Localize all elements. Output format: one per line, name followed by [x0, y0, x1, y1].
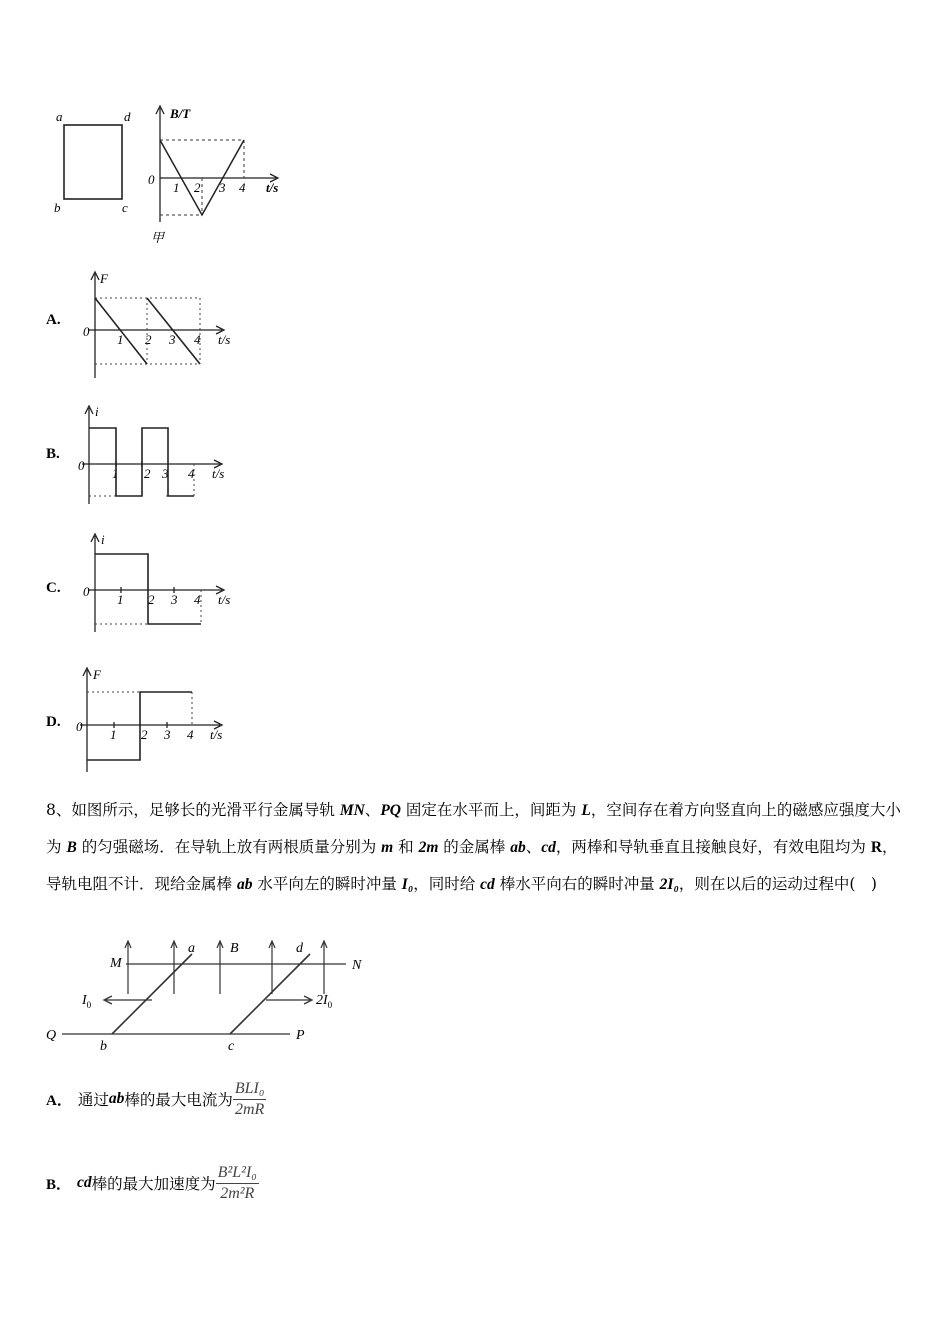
answer-a-fraction: [233, 1079, 267, 1120]
answer-b-var: cd: [77, 1174, 92, 1191]
option-d-tick-4: 4: [187, 727, 194, 742]
option-a-origin: 0: [83, 324, 90, 339]
q8-var-2m: 2m: [418, 839, 439, 856]
jia-x-label: t/s: [266, 180, 279, 195]
answer-a-numerator: BLI₀: [233, 1079, 267, 1100]
rail-figure: [44, 936, 374, 1056]
option-b-tick-3: 3: [162, 466, 169, 481]
rod-ab: [112, 954, 192, 1034]
option-b-origin: 0: [78, 458, 85, 473]
label-d: d: [296, 941, 303, 956]
q8-text-7: 的金属棒: [438, 838, 511, 856]
label-impulse-left: $I_0$: [82, 993, 92, 1010]
q8-var-2i0: 2I₀: [659, 876, 679, 893]
answer-a: [46, 1076, 266, 1122]
q8-text-12: ，同时给: [413, 875, 481, 893]
option-c-origin: 0: [83, 584, 90, 599]
answer-b-label: B．: [46, 1176, 72, 1193]
q8-var-pq: PQ: [380, 802, 401, 819]
option-d-origin: 0: [76, 719, 83, 734]
jia-y-label: B/T: [170, 106, 191, 121]
label-p: P: [296, 1028, 305, 1043]
q8-var-l: L: [581, 802, 591, 819]
question-8-text: [46, 792, 908, 903]
q8-text-2: 、: [364, 801, 381, 819]
coil-loop: [64, 125, 122, 199]
q8-text-9: ，两棒和导轨垂直且接触良好，有效电阻均为: [555, 838, 871, 856]
answer-b-fraction: [216, 1163, 259, 1204]
q8-text-6: 和: [393, 838, 419, 856]
question-number: 8、: [46, 801, 72, 819]
q8-var-i0: I₀: [401, 876, 414, 893]
option-a-label: A.: [46, 312, 61, 328]
label-impulse-right: $2I_0$: [316, 993, 333, 1010]
option-c-current-wave: [95, 554, 201, 624]
option-b-x-label: t/s: [212, 466, 225, 481]
q8-text-5: 的匀强磁场．在导轨上放有两根质量分别为: [76, 838, 382, 856]
q8-var-r: R: [870, 839, 883, 856]
label-b: b: [100, 1039, 107, 1054]
jia-tick-4: 4: [239, 180, 246, 195]
option-c-tick-1: 1: [117, 592, 124, 607]
option-d-tick-1: 1: [110, 727, 117, 742]
answer-a-label: A．: [46, 1092, 72, 1109]
answer-b-denominator: 2m²R: [220, 1184, 255, 1202]
option-d-label: D.: [46, 714, 61, 730]
answer-a-denominator: 2mR: [234, 1100, 265, 1118]
answer-b: [46, 1160, 259, 1206]
corner-a: a: [56, 109, 63, 124]
option-a-line-1: [95, 298, 147, 364]
option-a-line-2: [147, 298, 200, 364]
q8-text-14: ，则在以后的运动过程中( ): [678, 875, 877, 893]
option-d-tick-3: 3: [164, 727, 171, 742]
option-c-label: C.: [46, 580, 61, 596]
jia-tick-1: 1: [173, 180, 180, 195]
label-a: a: [188, 941, 195, 956]
corner-c: c: [122, 200, 128, 215]
option-b-y-label: i: [95, 404, 99, 419]
corner-d: d: [124, 109, 131, 124]
q8-var-ab-2: ab: [236, 876, 253, 893]
option-a-tick-3: 3: [169, 332, 176, 347]
option-a-graph: [70, 268, 250, 384]
q8-text-4: ，空间存在着方向竖直向上的磁感应强度大小为: [46, 801, 901, 856]
option-a-tick-2: 2: [145, 332, 152, 347]
option-c-x-label: t/s: [218, 592, 231, 607]
rod-cd: [230, 954, 310, 1034]
option-d-x-label: t/s: [210, 727, 223, 742]
option-d-y-label: F: [93, 667, 101, 682]
jia-origin: 0: [148, 172, 155, 187]
option-c-tick-2: 2: [148, 592, 155, 607]
option-a-x-label: t/s: [218, 332, 231, 347]
answer-a-pre: 通过: [77, 1091, 109, 1109]
label-n: N: [352, 958, 362, 973]
q8-var-cd-2: cd: [480, 876, 495, 893]
q8-text-3: 固定在水平而上，间距为: [400, 801, 582, 819]
option-a-y-label: F: [100, 271, 108, 286]
figure-jia: [40, 100, 300, 250]
q8-var-mn: MN: [339, 802, 365, 819]
option-d-tick-2: 2: [141, 727, 148, 742]
option-b-tick-2: 2: [144, 466, 151, 481]
option-a-tick-1: 1: [117, 332, 124, 347]
option-a-tick-4: 4: [194, 332, 201, 347]
answer-a-post: 棒的最大电流为: [124, 1091, 233, 1109]
corner-b: b: [54, 200, 61, 215]
option-d-force-wave: [87, 692, 192, 760]
option-b-tick-1: 1: [112, 466, 119, 481]
q8-text-8: 、: [525, 838, 542, 856]
option-d-graph: [70, 664, 250, 776]
answer-b-post: 棒的最大加速度为: [91, 1175, 216, 1193]
q8-var-b: B: [66, 839, 77, 856]
option-b-tick-4: 4: [188, 466, 195, 481]
label-q: Q: [46, 1028, 57, 1043]
label-field-b: B: [230, 941, 239, 956]
q8-var-m: m: [381, 839, 394, 856]
option-b-label: B.: [46, 446, 60, 462]
q8-var-ab: ab: [510, 839, 526, 856]
option-c-tick-3: 3: [171, 592, 178, 607]
option-b-graph: [70, 402, 250, 510]
label-m: M: [110, 956, 122, 971]
q8-text-10: ，导轨电阻不计．现给金属棒: [46, 838, 898, 893]
q8-var-cd: cd: [541, 839, 556, 856]
q8-text-11: 水平向左的瞬时冲量: [252, 875, 402, 893]
answer-a-var: ab: [108, 1090, 125, 1107]
answer-b-numerator: B²L²I₀: [216, 1163, 259, 1184]
label-c: c: [228, 1039, 235, 1054]
option-c-y-label: i: [101, 532, 105, 547]
jia-tick-2: 2: [194, 180, 201, 195]
jia-tick-3: 3: [219, 180, 226, 195]
jia-caption: 甲: [151, 230, 165, 245]
q8-text-1: 如图所示，足够长的光滑平行金属导轨: [71, 801, 340, 819]
option-c-tick-4: 4: [194, 592, 201, 607]
option-c-graph: [70, 530, 250, 638]
q8-text-13: 棒水平向右的瞬时冲量: [494, 875, 660, 893]
